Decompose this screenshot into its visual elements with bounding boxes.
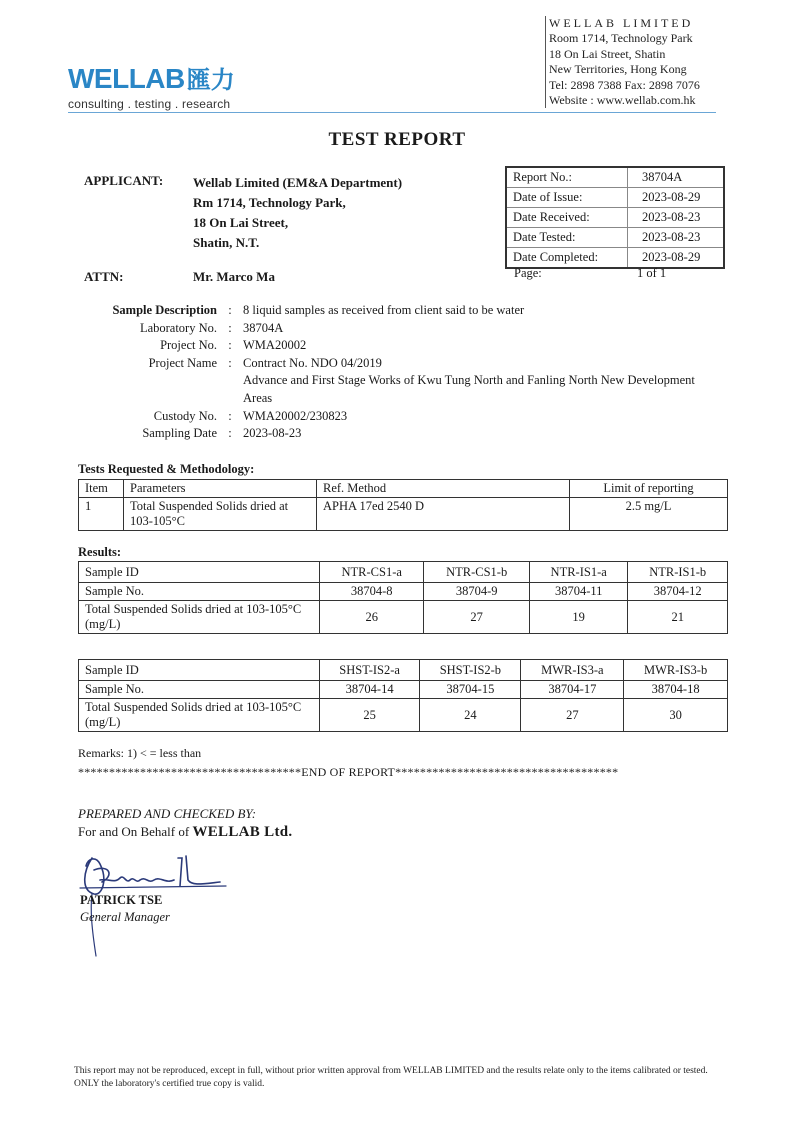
sample-id: MWR-IS3-b [624, 660, 728, 681]
sample-description-value: 8 liquid samples as received from client said to be water [243, 303, 525, 317]
table-row [79, 660, 728, 681]
tests-table [78, 479, 728, 531]
company-logo [68, 60, 235, 111]
project-no-key: Project No. [160, 338, 217, 353]
sample-no: 38704-9 [424, 583, 529, 601]
header-divider [68, 112, 716, 113]
results-heading: Results: [78, 545, 122, 559]
table-row [79, 498, 728, 531]
report-info-key: Date Completed: [507, 248, 628, 268]
report-info-box [505, 166, 725, 269]
sample-no: 38704-8 [320, 583, 424, 601]
result-value: 27 [424, 601, 529, 634]
test-limit: 2.5 mg/L [570, 498, 728, 531]
report-info-row [507, 228, 723, 248]
page-number [514, 266, 721, 281]
result-value: 27 [521, 699, 624, 732]
report-info-value: 2023-08-23 [628, 208, 724, 228]
sample-info-row: Sampling Date : 2023-08-23 [84, 425, 703, 443]
applicant-address [193, 173, 402, 253]
sample-info-row: Custody No. : WMA20002/230823 [84, 408, 703, 426]
sample-no: 38704-17 [521, 681, 624, 699]
company-address-line: 18 On Lai Street, Shatin [549, 46, 666, 61]
lab-no-key: Laboratory No. [139, 320, 217, 335]
table-header: Ref. Method [317, 480, 570, 498]
attn-label: ATTN: [84, 269, 124, 284]
report-info-row [507, 208, 723, 228]
test-item: 1 [79, 498, 124, 531]
project-name-key: Project Name [148, 355, 217, 370]
project-name-value [243, 355, 703, 408]
report-info-row [507, 188, 723, 208]
table-header: Limit of reporting [570, 480, 728, 498]
company-name: WELLAB LIMITED [549, 16, 694, 30]
sample-no: 38704-12 [628, 583, 728, 601]
report-info-row [507, 168, 723, 188]
footer-disclaimer: This report may not be reproduced, except in full, without prior written approval from WELLAB LIMITED and the results relate only to the items calibrated or tested. ONLY the laboratory's certified true copy is valid. [74, 1066, 708, 1089]
row-label: Sample ID [79, 562, 320, 583]
company-phone: Tel: 2898 7388 Fax: 2898 7076 [549, 77, 700, 92]
table-row [79, 562, 728, 583]
on-behalf-company: WELLAB Ltd. [192, 824, 293, 840]
table-row [79, 601, 728, 634]
sample-id: SHST-IS2-b [420, 660, 521, 681]
report-info-key: Date Tested: [507, 228, 628, 248]
company-website: Website : www.wellab.com.hk [549, 93, 696, 108]
sample-no: 38704-15 [420, 681, 521, 699]
result-value: 19 [529, 601, 628, 634]
tests-heading: Tests Requested & Methodology: [78, 462, 255, 476]
page-value: 1 of 1 [637, 266, 667, 280]
sample-info-row: Project Name : Contract No. NDO 04/2019 Advance and First Stage Works of Kwu Tung North and Fanling North New Development Areas [84, 355, 703, 408]
sample-id: NTR-CS1-a [320, 562, 424, 583]
sample-info-row: Project No. : WMA20002 [84, 337, 703, 355]
report-info-key: Date Received: [507, 208, 628, 228]
logo-brand: WELLAB [68, 63, 185, 94]
sample-id: SHST-IS2-a [320, 660, 420, 681]
report-info-value: 2023-08-23 [628, 228, 724, 248]
row-label: Sample ID [79, 660, 320, 681]
table-row [79, 681, 728, 699]
project-no-value: WMA20002 [243, 338, 307, 353]
sample-no: 38704-14 [320, 681, 420, 699]
company-address-line: Room 1714, Technology Park [549, 31, 693, 46]
table-row [79, 699, 728, 732]
report-info-value: 2023-08-29 [628, 188, 724, 208]
report-info-row [507, 248, 723, 268]
on-behalf-line [78, 824, 292, 841]
sample-id: NTR-CS1-b [424, 562, 529, 583]
result-value: 24 [420, 699, 521, 732]
row-label: Sample No. [79, 681, 320, 699]
sample-info-row: Laboratory No. : 38704A [84, 320, 703, 338]
signatory-name: PATRICK TSE [80, 893, 163, 907]
result-value: 25 [320, 699, 420, 732]
attn-value: Mr. Marco Ma [193, 269, 275, 284]
sample-no: 38704-18 [624, 681, 728, 699]
company-address-block [545, 16, 700, 108]
applicant-line: Rm 1714, Technology Park, [193, 195, 346, 210]
sample-no: 38704-11 [529, 583, 628, 601]
row-label: Sample No. [79, 583, 320, 601]
applicant-line: Wellab Limited (EM&A Department) [193, 175, 403, 190]
test-parameter: Total Suspended Solids dried at 103-105°C [124, 498, 317, 531]
logo-tagline: consulting . testing . research [68, 97, 231, 111]
results-table-1 [78, 561, 728, 634]
lab-no-value: 38704A [243, 320, 284, 335]
end-of-report-line: ************************************END OF REPORT************************************ [78, 765, 619, 779]
result-value: 30 [624, 699, 728, 732]
sample-id: MWR-IS3-a [521, 660, 624, 681]
sample-info-row: Sample Description : 8 liquid samples as received from client said to be water [84, 302, 703, 320]
table-row [79, 583, 728, 601]
on-behalf-prefix: For and On Behalf of [78, 824, 193, 839]
custody-no-value: WMA20002/230823 [243, 408, 348, 423]
table-header: Parameters [124, 480, 317, 498]
report-info-value: 2023-08-29 [628, 248, 724, 268]
signatory-title: General Manager [80, 910, 170, 924]
table-header: Item [79, 480, 124, 498]
report-title: TEST REPORT [328, 129, 466, 150]
project-contract: Contract No. NDO 04/2019 [243, 355, 382, 370]
sample-info-block [84, 302, 703, 443]
sample-id: NTR-IS1-b [628, 562, 728, 583]
result-value: 26 [320, 601, 424, 634]
prepared-heading: PREPARED AND CHECKED BY: [78, 806, 257, 821]
report-info-key: Date of Issue: [507, 188, 628, 208]
remarks: Remarks: 1) < = less than [78, 746, 202, 760]
table-header-row [79, 480, 728, 498]
applicant-label: APPLICANT: [84, 173, 164, 188]
report-info-value: 38704A [642, 170, 683, 184]
result-value: 21 [628, 601, 728, 634]
custody-no-key: Custody No. [153, 408, 217, 423]
company-address-line: New Territories, Hong Kong [549, 62, 687, 77]
sampling-date-key: Sampling Date [142, 426, 217, 441]
row-label: Total Suspended Solids dried at 103-105°C (mg/L) [79, 601, 320, 634]
test-method: APHA 17ed 2540 D [317, 498, 570, 531]
applicant-line: 18 On Lai Street, [193, 215, 289, 230]
applicant-line: Shatin, N.T. [193, 235, 260, 250]
report-info-key: Report No.: [507, 168, 628, 188]
row-label: Total Suspended Solids dried at 103-105°C (mg/L) [79, 699, 320, 732]
sampling-date-value: 2023-08-23 [243, 426, 302, 441]
sample-id: NTR-IS1-a [529, 562, 628, 583]
logo-brand-cn: 匯力 [186, 66, 235, 94]
results-table-2 [78, 659, 728, 732]
sample-description-key: Sample Description [112, 303, 217, 317]
project-description: Advance and First Stage Works of Kwu Tung North and Fanling North New Development Areas [243, 373, 695, 405]
page-key: Page: [514, 266, 542, 280]
